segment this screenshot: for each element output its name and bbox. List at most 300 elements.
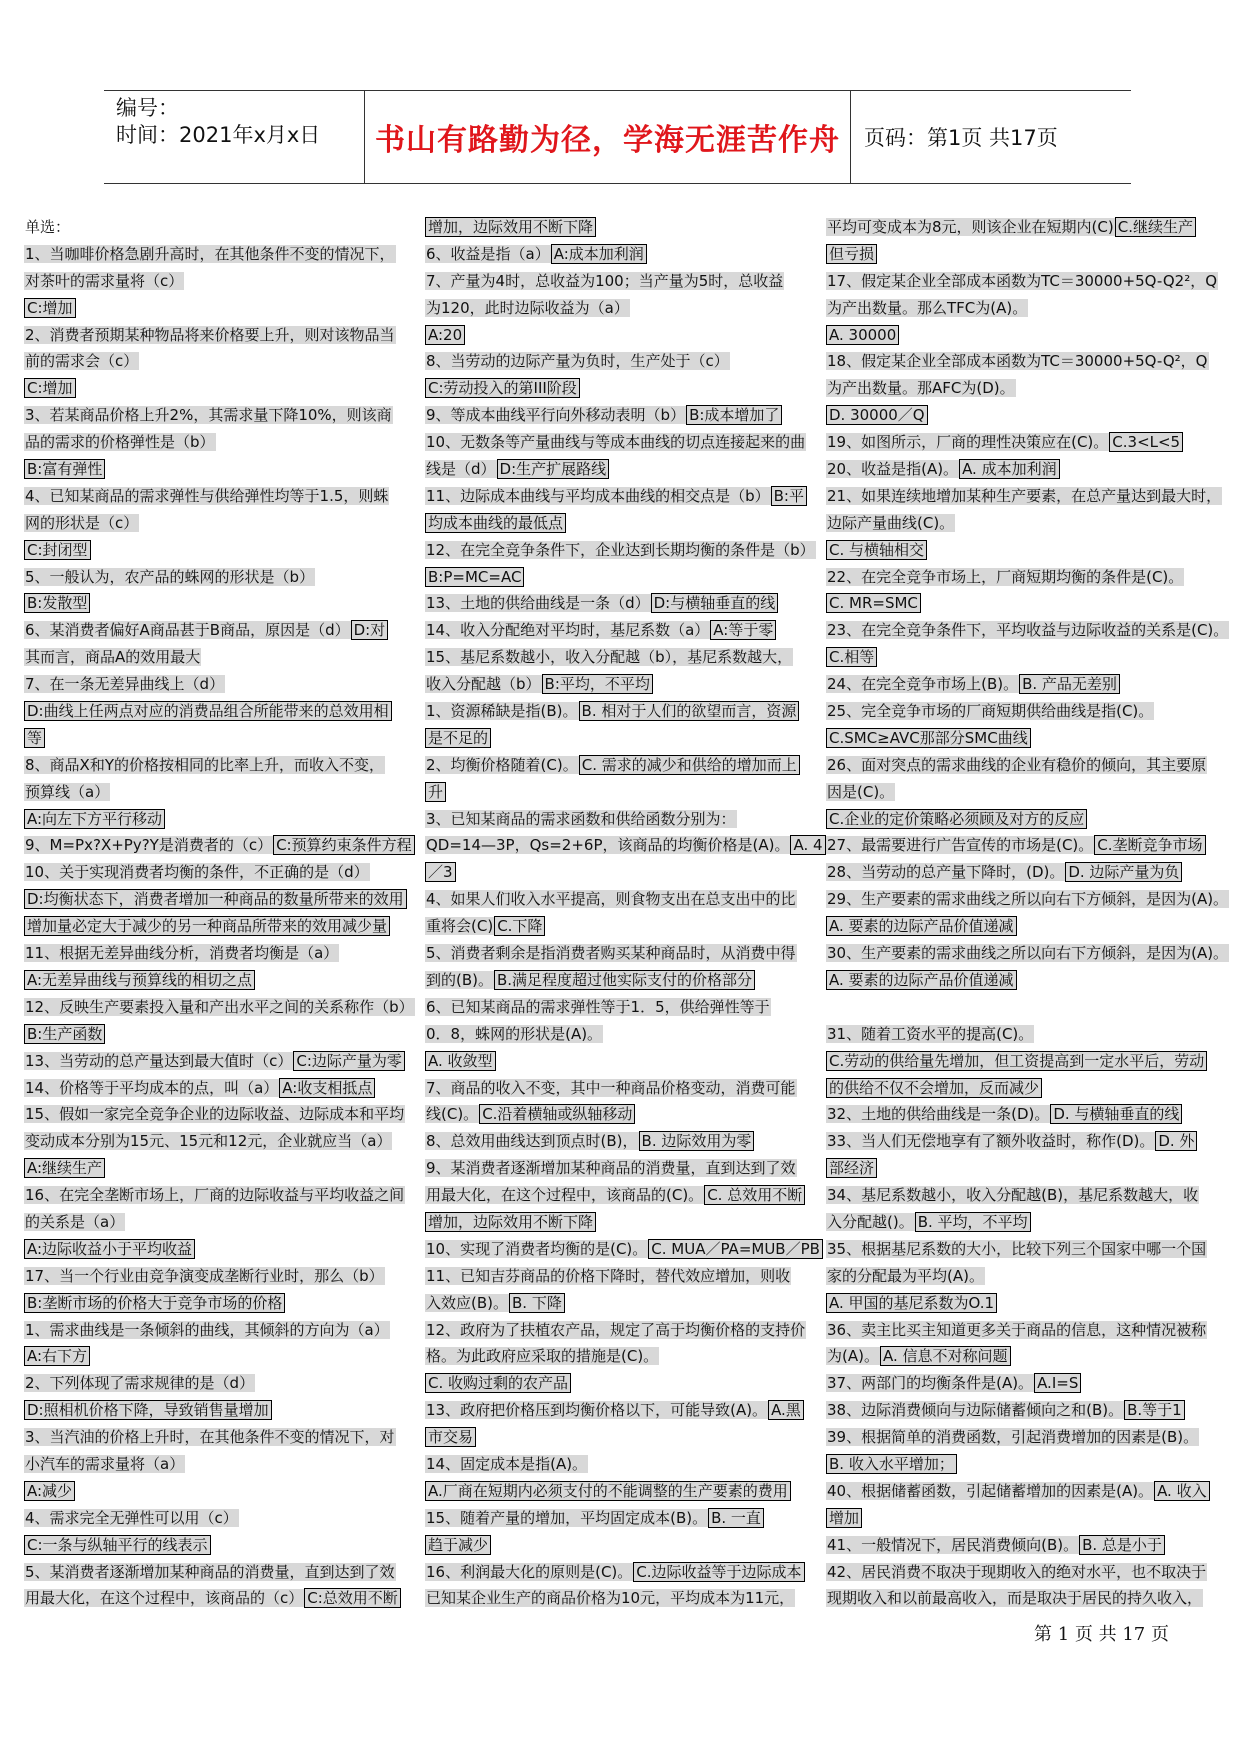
question-line xyxy=(425,1263,830,1290)
question-text: 7、产量为4时，总收益为100；当产量为5时，总收益 xyxy=(426,271,784,290)
question-line xyxy=(425,483,830,510)
question-text: 10、实现了消费者均衡的是(C)。 xyxy=(426,1239,648,1258)
question-text: 0．8，蛛网的形状是(A)。 xyxy=(426,1024,603,1043)
question-line xyxy=(24,1290,429,1317)
answer-box: B:平 xyxy=(771,486,807,506)
answer-box: C:封闭型 xyxy=(24,540,91,560)
question-line xyxy=(826,214,1231,241)
question-text: 7、商品的收入不变，其中一种商品价格变动，消费可能 xyxy=(426,1078,796,1097)
question-text: 17、假定某企业全部成本函数为TC＝30000+5Q-Q2²，Q xyxy=(827,271,1218,290)
question-line xyxy=(24,698,429,725)
question-line xyxy=(826,967,1231,994)
page-label: 页码：第1页 共17页 xyxy=(864,126,1058,150)
answer-box: 趋于减少 xyxy=(425,1535,491,1555)
question-line xyxy=(826,348,1231,375)
answer-box: A. 收入 xyxy=(1154,1481,1210,1501)
question-text: 14、收入分配绝对平均时，基尼系数（a） xyxy=(426,621,710,640)
answer-box: A:向左下方平行移动 xyxy=(24,809,165,829)
question-line xyxy=(826,1209,1231,1236)
answer-box: 部经济 xyxy=(826,1158,877,1178)
page-footer: 第 1 页 共 17 页 xyxy=(1034,1624,1169,1645)
question-text: 格。为此政府应采取的措施是(C)。 xyxy=(426,1347,659,1366)
question-text: 用最大化，在这个过程中，该商品的(C)。 xyxy=(426,1186,704,1205)
question-line xyxy=(826,1505,1231,1532)
question-line xyxy=(425,1451,830,1478)
header-motto-cell xyxy=(364,91,851,183)
question-text: 6、某消费者偏好A商品甚于B商品，原因是（d） xyxy=(25,621,350,640)
question-text: 4、需求完全无弹性可以用（c） xyxy=(25,1508,238,1527)
question-line xyxy=(826,268,1231,295)
answer-box: B. 一直 xyxy=(708,1508,764,1528)
question-line xyxy=(425,295,830,322)
question-line xyxy=(425,510,830,537)
question-text: 23、在完全竞争条件下，平均收益与边际收益的关系是(C)。 xyxy=(827,621,1229,640)
motto: 书山有路勤为径，学海无涯苦作舟 xyxy=(375,123,840,158)
answer-box: C:一条与纵轴平行的线表示 xyxy=(24,1535,211,1555)
question-line xyxy=(24,268,429,295)
question-text: 26、面对突点的需求曲线的企业有稳价的倾向，其主要原 xyxy=(827,755,1207,774)
answer-box: A. 信息不对称问题 xyxy=(880,1346,1011,1366)
question-line xyxy=(425,779,830,806)
question-line xyxy=(425,241,830,268)
question-line xyxy=(24,859,429,886)
question-line xyxy=(425,1101,830,1128)
time-label: 时间：2021年x月x日 xyxy=(116,123,321,147)
question-line xyxy=(826,1451,1231,1478)
answer-box: B:P=MC=AC xyxy=(425,567,524,587)
answer-box: D. 与横轴垂直的线 xyxy=(1050,1104,1182,1124)
question-text: 15、假如一家完全竞争企业的边际收益、边际成本和平均 xyxy=(25,1105,405,1124)
question-line xyxy=(24,1505,429,1532)
question-text: 平均可变成本为8元，则该企业在短期内(C) xyxy=(827,218,1114,236)
question-text: 前的需求会（c） xyxy=(25,352,139,371)
question-text: 29、生产要素的需求曲线之所以向右下方倾斜，是因为(A)。 xyxy=(827,890,1229,909)
question-line xyxy=(24,1236,429,1263)
question-line xyxy=(826,779,1231,806)
question-line xyxy=(425,1505,830,1532)
answer-box: B:平均，不平均 xyxy=(542,674,653,694)
question-line xyxy=(826,537,1231,564)
question-line xyxy=(24,1101,429,1128)
question-line xyxy=(425,1209,830,1236)
question-line xyxy=(425,940,830,967)
question-line xyxy=(24,832,429,859)
question-text: 预算线（a） xyxy=(25,782,110,801)
answer-box: C.沿着横轴或纵轴移动 xyxy=(479,1104,635,1124)
question-line xyxy=(826,1155,1231,1182)
question-line xyxy=(826,295,1231,322)
question-text: 19、如图所示，厂商的理性决策应在(C)。 xyxy=(827,433,1109,452)
question-text: 33、当人们无偿地享有了额外收益时，称作(D)。 xyxy=(827,1132,1155,1151)
question-line xyxy=(24,456,429,483)
question-text: 线是（d） xyxy=(426,460,496,479)
answer-box: D. 30000／Q xyxy=(826,405,928,425)
answer-box: D:生产扩展路线 xyxy=(497,459,610,479)
question-line xyxy=(24,295,429,322)
question-text: 的关系是（a） xyxy=(25,1212,125,1231)
answer-box: B:发散型 xyxy=(24,593,90,613)
question-text: 用最大化，在这个过程中，该商品的（c） xyxy=(25,1589,304,1608)
answer-box: C.3<L<5 xyxy=(1109,432,1183,452)
question-line xyxy=(425,1343,830,1370)
question-text: 42、居民消费不取决于现期收入的绝对水平，也不取决于 xyxy=(827,1562,1207,1581)
question-text: 9、某消费者逐渐增加某种商品的消费量，直到达到了效 xyxy=(426,1159,796,1178)
question-text: 到的(B)。 xyxy=(426,970,493,989)
question-text: 14、价格等于平均成本的点，叫（a） xyxy=(25,1078,279,1097)
question-line xyxy=(425,617,830,644)
question-text: 14、固定成本是指(A)。 xyxy=(426,1454,588,1473)
answer-box: C.垄断竞争市场 xyxy=(1094,835,1205,855)
answer-box: 是不足的 xyxy=(425,728,491,748)
question-line xyxy=(826,1424,1231,1451)
question-text: 22、在完全竞争市场上，厂商短期均衡的条件是(C)。 xyxy=(827,567,1184,586)
question-text: 对茶叶的需求量将（c） xyxy=(25,271,184,290)
question-line xyxy=(826,832,1231,859)
question-line xyxy=(826,1048,1231,1075)
question-line xyxy=(24,375,429,402)
answer-box: 但亏损 xyxy=(826,244,877,264)
answer-box: D:均衡状态下，消费者增加一种商品的数量所带来的效用 xyxy=(24,889,407,909)
question-text: 1、资源稀缺是指(B)。 xyxy=(426,702,578,721)
answer-box: 增加 xyxy=(826,1508,862,1528)
question-text: 变动成本分别为15元、15元和12元，企业就应当（a） xyxy=(25,1132,392,1151)
answer-box: A.黑 xyxy=(768,1400,804,1420)
question-text: QD=14—3P，Qs=2+6P，该商品的均衡价格是(A)。 xyxy=(426,836,790,855)
question-line xyxy=(24,1263,429,1290)
question-line xyxy=(826,1075,1231,1102)
question-text: 27、最需要进行广告宣传的市场是(C)。 xyxy=(827,836,1094,855)
question-line xyxy=(24,1209,429,1236)
question-line xyxy=(425,1397,830,1424)
question-text: 8、商品X和Y的价格按相同的比率上升，而收入不变， xyxy=(25,755,384,774)
question-line xyxy=(24,1048,429,1075)
question-line xyxy=(826,886,1231,913)
answer-box: D. 外 xyxy=(1155,1131,1197,1151)
answer-box: A:右下方 xyxy=(24,1346,90,1366)
question-line xyxy=(826,913,1231,940)
question-text: 40、根据储蓄函数，引起储蓄增加的因素是(A)。 xyxy=(827,1481,1154,1500)
question-line xyxy=(425,806,830,833)
question-text: 为产出数量。那AFC为(D)。 xyxy=(827,379,1015,398)
question-line xyxy=(425,886,830,913)
question-text: 5、一般认为，农产品的蛛网的形状是（b） xyxy=(25,567,315,586)
answer-box: B:成本增加了 xyxy=(686,405,782,425)
answer-box: 升 xyxy=(425,782,446,802)
question-line xyxy=(425,1021,830,1048)
question-line xyxy=(24,214,429,241)
question-text: 36、卖主比买主知道更多关于商品的信息，这种情况被称 xyxy=(827,1320,1207,1339)
answer-box: B. 边际效用为零 xyxy=(639,1131,755,1151)
answer-box: A.厂商在短期内必须支付的不能调整的生产要素的费用 xyxy=(425,1481,791,1501)
question-text: 12、政府为了扶植农产品，规定了高于均衡价格的支持价 xyxy=(426,1320,806,1339)
question-line xyxy=(24,779,429,806)
question-line xyxy=(24,1343,429,1370)
question-line xyxy=(24,1424,429,1451)
question-line xyxy=(425,1182,830,1209)
question-line xyxy=(826,1585,1231,1612)
question-text: 28、当劳动的总产量下降时，(D)。 xyxy=(827,863,1065,882)
question-line xyxy=(425,1048,830,1075)
question-line xyxy=(425,1236,830,1263)
question-line xyxy=(24,1155,429,1182)
question-text: 网的形状是（c） xyxy=(25,513,139,532)
question-line xyxy=(24,510,429,537)
question-line xyxy=(425,1532,830,1559)
answer-box: B:富有弹性 xyxy=(24,459,105,479)
question-line xyxy=(24,590,429,617)
question-text: 13、政府把价格压到均衡价格以下，可能导致(A)。 xyxy=(426,1401,768,1420)
question-text: 入效应(B)。 xyxy=(426,1293,508,1312)
answer-box: B.等于1 xyxy=(1124,1400,1185,1420)
question-line xyxy=(24,483,429,510)
answer-box: C.边际收益等于边际成本 xyxy=(633,1562,804,1582)
answer-box: B:生产函数 xyxy=(24,1024,105,1044)
answer-box: C. 与横轴相交 xyxy=(826,540,927,560)
question-text: 13、当劳动的总产量达到最大值时（c） xyxy=(25,1051,293,1070)
answer-box: D:对 xyxy=(351,620,389,640)
question-line xyxy=(826,1021,1231,1048)
question-line xyxy=(826,994,1231,1021)
answer-box: C.继续生产 xyxy=(1115,217,1196,237)
question-text: 为(A)。 xyxy=(827,1347,879,1366)
question-text: 单选： xyxy=(25,218,71,236)
question-line xyxy=(425,456,830,483)
answer-box: C.相等 xyxy=(826,647,877,667)
question-line xyxy=(24,1128,429,1155)
question-line xyxy=(826,241,1231,268)
question-line xyxy=(425,1585,830,1612)
answer-box: D:与横轴垂直的线 xyxy=(651,593,779,613)
question-text: 为产出数量。那么TFC为(A)。 xyxy=(827,298,1028,317)
answer-box: A. 30000 xyxy=(826,325,899,345)
answer-box: C. 收购过剩的农产品 xyxy=(425,1373,571,1393)
question-line xyxy=(425,1559,830,1586)
question-line xyxy=(24,806,429,833)
question-line xyxy=(826,1317,1231,1344)
answer-box: 市交易 xyxy=(425,1427,476,1447)
question-text: 12、在完全竞争条件下，企业达到长期均衡的条件是（b） xyxy=(426,540,815,559)
question-text: 11、根据无差异曲线分析，消费者均衡是（a） xyxy=(25,944,339,963)
question-text: 4、如果人们收入水平提高，则食物支出在总支出中的比 xyxy=(426,890,796,909)
question-line xyxy=(24,429,429,456)
question-line xyxy=(425,913,830,940)
answer-box: C:边际产量为零 xyxy=(293,1051,405,1071)
question-text: 其而言，商品A的效用最大 xyxy=(25,648,201,667)
question-line xyxy=(826,1370,1231,1397)
answer-box: A. 成本加利润 xyxy=(959,459,1060,479)
column-3 xyxy=(826,214,1231,1612)
question-line xyxy=(425,537,830,564)
answer-box: A. 要素的边际产品价值递减 xyxy=(826,916,1017,936)
answer-box: 增加，边际效用不断下降 xyxy=(425,1212,596,1232)
question-text: 9、等成本曲线平行向外移动表明（b） xyxy=(426,406,686,425)
question-line xyxy=(24,1370,429,1397)
question-text: 边际产量曲线(C)。 xyxy=(827,513,955,532)
answer-box: C. MR=SMC xyxy=(826,593,921,613)
answer-box: A:成本加利润 xyxy=(551,244,647,264)
question-line xyxy=(826,322,1231,349)
question-line xyxy=(826,590,1231,617)
question-text: 5、消费者剩余是指消费者购买某种商品时，从消费中得 xyxy=(426,944,796,963)
question-line xyxy=(24,940,429,967)
answer-box: C.劳动的供给量先增加，但工资提高到一定水平后，劳动 xyxy=(826,1051,1207,1071)
question-line xyxy=(425,832,830,859)
question-line xyxy=(826,1182,1231,1209)
answer-box: C.企业的定价策略必须顾及对方的反应 xyxy=(826,809,1087,829)
question-line xyxy=(24,994,429,1021)
question-text: 31、随着工资水平的提高(C)。 xyxy=(827,1024,1034,1043)
answer-box: A.I=S xyxy=(1034,1373,1081,1393)
answer-box: C. 总效用不断 xyxy=(704,1185,805,1205)
question-text: 17、当一个行业由竞争演变成垄断行业时，那么（b） xyxy=(25,1266,384,1285)
question-line xyxy=(425,752,830,779)
answer-box: D:曲线上任两点对应的消费品组合所能带来的总效用相 xyxy=(24,701,392,721)
question-text: 为120，此时边际收益为（a） xyxy=(426,298,629,317)
question-text: 收入分配越（b） xyxy=(426,675,541,694)
question-text: 重将会(C) xyxy=(426,917,494,936)
question-line xyxy=(826,725,1231,752)
question-line xyxy=(24,1451,429,1478)
answer-box: C:总效用不断 xyxy=(304,1588,401,1608)
column-2 xyxy=(425,214,830,1612)
question-text: 16、在完全垄断市场上，厂商的边际收益与平均收益之间 xyxy=(25,1186,405,1205)
question-text: 3、当汽油的价格上升时，在其他条件不变的情况下，对 xyxy=(25,1428,395,1447)
question-line xyxy=(425,967,830,994)
answer-box: B.满足程度超过他实际支付的价格部分 xyxy=(494,970,755,990)
question-text: 13、土地的供给曲线是一条（d） xyxy=(426,594,650,613)
question-line xyxy=(826,483,1231,510)
question-line xyxy=(24,886,429,913)
question-line xyxy=(425,348,830,375)
question-line xyxy=(24,241,429,268)
answer-box: B. 产品无差别 xyxy=(1019,674,1120,694)
header-page-cell xyxy=(850,91,1131,183)
question-text: 37、两部门的均衡条件是(A)。 xyxy=(827,1374,1034,1393)
answer-box: C. MUA／PA=MUB／PB xyxy=(648,1239,823,1259)
question-text: 8、当劳动的边际产量为负时，生产处于（c） xyxy=(426,352,729,371)
question-text: 5、某消费者逐渐增加某种商品的消费量，直到达到了效 xyxy=(25,1562,395,1581)
question-line xyxy=(24,1317,429,1344)
question-line xyxy=(425,268,830,295)
question-line xyxy=(826,456,1231,483)
answer-box: A. 甲国的基尼系数为O.1 xyxy=(826,1293,997,1313)
question-line xyxy=(826,859,1231,886)
question-line xyxy=(425,698,830,725)
question-text: 现期收入和以前最高收入，而是取决于居民的持久收入， xyxy=(827,1589,1203,1608)
question-text: 16、利润最大化的原则是(C)。 xyxy=(426,1562,633,1581)
question-line xyxy=(826,429,1231,456)
number-label: 编号： xyxy=(116,96,179,120)
question-text: 10、无数条等产量曲线与等成本曲线的切点连接起来的曲 xyxy=(426,433,806,452)
question-line xyxy=(425,1478,830,1505)
question-line xyxy=(24,322,429,349)
question-text: 3、若某商品价格上升2%，其需求量下降10%，则该商 xyxy=(25,406,392,425)
question-text: 38、边际消费倾向与边际储蓄倾向之和(B)。 xyxy=(827,1401,1124,1420)
question-line xyxy=(24,617,429,644)
question-line xyxy=(24,564,429,591)
question-line xyxy=(24,348,429,375)
answer-box: 增加量必定大于减少的另一种商品所带来的效用减少量 xyxy=(24,916,390,936)
question-line xyxy=(425,1290,830,1317)
question-text: 34、基尼系数越小，收入分配越(B)，基尼系数越大，收 xyxy=(827,1186,1199,1205)
question-text: 25、完全竞争市场的厂商短期供给曲线是指(C)。 xyxy=(827,702,1154,721)
header-left-cell xyxy=(104,91,364,183)
question-line xyxy=(24,967,429,994)
question-text: 2、均衡价格随着(C)。 xyxy=(426,755,578,774)
question-line xyxy=(826,644,1231,671)
question-text: 入分配越()。 xyxy=(827,1212,914,1231)
question-line xyxy=(826,1397,1231,1424)
answer-box: A:20 xyxy=(425,325,465,345)
answer-box: B. 相对于人们的欲望而言，资源 xyxy=(579,701,800,721)
question-line xyxy=(24,725,429,752)
question-line xyxy=(826,617,1231,644)
answer-box: B. 总是小于 xyxy=(1079,1535,1165,1555)
question-line xyxy=(425,375,830,402)
answer-box: A. 4 xyxy=(790,835,825,855)
question-line xyxy=(425,1424,830,1451)
question-text: 15、基尼系数越小，收入分配越（b），基尼系数越大， xyxy=(426,648,793,667)
question-line xyxy=(826,1343,1231,1370)
question-line xyxy=(425,214,830,241)
question-text: 18、假定某企业全部成本函数为TC＝30000+5Q-Q²，Q xyxy=(827,352,1208,371)
question-text: 24、在完全竞争市场上(B)。 xyxy=(827,675,1019,694)
column-1 xyxy=(24,214,429,1612)
header-table xyxy=(104,90,1131,184)
question-line xyxy=(24,1559,429,1586)
question-line xyxy=(826,1559,1231,1586)
question-line xyxy=(24,1075,429,1102)
question-line xyxy=(425,644,830,671)
question-line xyxy=(826,375,1231,402)
answer-box: C.下降 xyxy=(494,916,545,936)
question-text: 39、根据简单的消费函数，引起消费增加的因素是(B)。 xyxy=(827,1428,1199,1447)
answer-box: A:收支相抵点 xyxy=(279,1078,375,1098)
question-text: 因是(C)。 xyxy=(827,782,895,801)
answer-box: 的供给不仅不会增加，反而减少 xyxy=(826,1078,1042,1098)
question-line xyxy=(425,402,830,429)
answer-box: 增加，边际效用不断下降 xyxy=(425,217,596,237)
question-line xyxy=(826,806,1231,833)
question-line xyxy=(826,698,1231,725)
answer-box: C:预算约束条件方程 xyxy=(273,835,415,855)
question-text: 10、关于实现消费者均衡的条件，不正确的是（d） xyxy=(25,863,369,882)
question-text: 线(C)。 xyxy=(426,1105,479,1124)
question-line xyxy=(425,322,830,349)
answer-box: A. 收敛型 xyxy=(425,1051,496,1071)
question-line xyxy=(425,994,830,1021)
question-line xyxy=(826,564,1231,591)
answer-box: A:减少 xyxy=(24,1481,75,1501)
question-text: 2、消费者预期某种物品将来价格要上升，则对该物品当 xyxy=(25,325,395,344)
question-text: 30、生产要素的需求曲线之所以向右下方倾斜，是因为(A)。 xyxy=(827,944,1229,963)
question-text: 11、边际成本曲线与平均成本曲线的相交点是（b） xyxy=(426,486,770,505)
answer-box: C:增加 xyxy=(24,298,76,318)
answer-box: B. 下降 xyxy=(509,1293,565,1313)
question-text: 21、如果连续地增加某种生产要素，在总产量达到最大时， xyxy=(827,486,1222,505)
question-text: 品的需求的价格弹性是（b） xyxy=(25,433,215,452)
question-text: 41、一般情况下，居民消费倾向(B)。 xyxy=(827,1535,1079,1554)
question-text: 已知某企业生产的商品价格为10元，平均成本为11元， xyxy=(426,1589,795,1608)
question-text: 小汽车的需求量将（a） xyxy=(25,1454,185,1473)
question-line xyxy=(425,859,830,886)
answer-box: B. 收入水平增加； xyxy=(826,1454,957,1474)
question-line xyxy=(24,1182,429,1209)
question-text: 6、已知某商品的需求弹性等于1．5，供给弹性等于 xyxy=(426,997,770,1016)
question-line xyxy=(826,1236,1231,1263)
question-text: 3、已知某商品的需求函数和供给函数分别为： xyxy=(426,809,736,828)
question-line xyxy=(425,1370,830,1397)
